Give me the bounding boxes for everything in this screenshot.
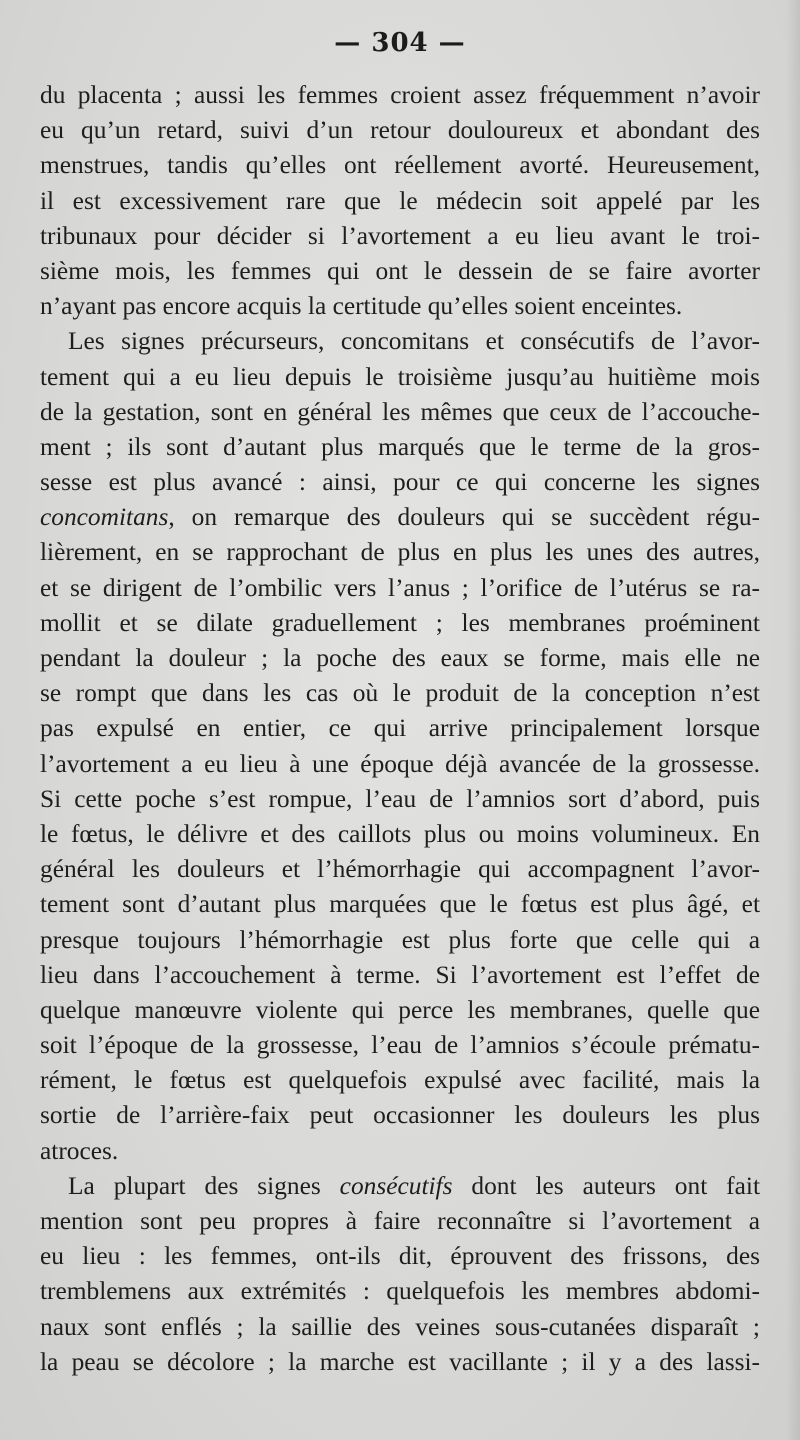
text-line [40,430,760,465]
text-segment: ment ; ils sont d’autant plus marqués que le terme de la gros- [40,432,760,461]
text-segment: quelque manœuvre violente qui perce les membranes, quelle que [40,995,760,1024]
text-line [40,852,760,887]
text-segment: tribunaux pour décider si l’avortement a eu lieu avant le troi- [40,221,760,250]
text-line [40,465,760,500]
text-line [40,254,760,289]
text-line [40,1274,760,1309]
text-line [40,887,760,922]
text-segment: Si cette poche s’est rompue, l’eau de l’amnios sort d’abord, puis [40,784,760,813]
text-line [40,184,760,219]
text-segment: il est excessivement rare que le médecin soit appelé par les [40,186,760,215]
text-segment: pas expulsé en entier, ce qui arrive principalement lorsque [40,714,760,743]
text-segment: du placenta ; aussi les femmes croient assez fréquemment n’avoir [40,81,760,109]
text-segment: l’avortement a eu lieu à une époque déjà avancée de la grossesse. [40,749,760,778]
text-segment: sesse est plus avancé : ainsi, pour ce qui concerne les signes [40,468,760,497]
text-line [40,1169,760,1204]
text-segment: presque toujours l’hémorrhagie est plus forte que celle qui a [40,925,760,954]
text-line [40,958,760,993]
text-line [40,571,760,606]
text-line [40,817,760,852]
italic-term: consécutifs [339,1171,453,1200]
text-segment: tement sont d’autant plus marquées que le fœtus est plus âgé, et [40,890,760,919]
text-line [40,1345,760,1380]
text-line [40,711,760,746]
text-line [40,993,760,1028]
text-segment: de la gestation, sont en général les mêmes que ceux de l’accouche- [40,397,760,426]
text-segment: mollit et se dilate graduellement ; les membranes proéminent [40,608,760,637]
text-segment: eu lieu : les femmes, ont-ils dit, éprouvent des frissons, des [40,1242,760,1271]
text-line [40,113,760,148]
text-line [40,148,760,183]
text-line [40,1239,760,1274]
text-segment: , on remarque des douleurs qui se succèdent régu- [168,503,760,532]
text-segment: tremblemens aux extrémités : quelquefois les membres abdomi- [40,1277,760,1306]
page-number: — 304 — [334,28,466,58]
text-line [40,324,760,359]
text-segment: la peau se décolore ; la marche est vacillante ; il y a des lassi- [40,1347,760,1376]
page-edge-shadow [786,0,800,1440]
text-line [40,676,760,711]
text-line [40,1310,760,1345]
text-segment: rément, le fœtus est quelquefois expulsé avec facilité, mais la [40,1066,760,1095]
text-segment: sième mois, les femmes qui ont le dessein de se faire avorter [40,256,760,285]
text-segment: pendant la douleur ; la poche des eaux se forme, mais elle ne [40,644,760,672]
text-segment: dont les auteurs ont fait [452,1171,760,1200]
text-line [40,395,760,430]
text-segment: soit l’époque de la grossesse, l’eau de l’amnios s’écoule prématu- [40,1031,760,1060]
text-line [40,1134,760,1169]
text-segment: lieu dans l’accouchement à terme. Si l’avortement est l’effet de [40,960,760,989]
text-line [40,747,760,782]
text-line [40,500,760,535]
text-line [40,535,760,570]
text-line [40,219,760,254]
text-line [40,606,760,641]
text-segment: naux sont enflés ; la saillie des veines sous-cutanées disparaît ; [40,1312,760,1341]
body-text [40,78,760,1380]
italic-term: concomitans [40,503,169,532]
text-segment: sortie de l’arrière-faix peut occasionner les douleurs les plus [40,1101,760,1130]
text-segment: n’ayant pas encore acquis la certitude qu’elles soient enceintes. [40,292,683,321]
text-line [40,1063,760,1098]
text-line [40,1204,760,1239]
text-segment: eu qu’un retard, suivi d’un retour douloureux et abondant des [40,116,760,145]
text-line [40,78,760,113]
text-line [40,289,760,324]
text-segment: mention sont peu propres à faire reconnaître si l’avortement a [40,1207,760,1235]
text-line [40,360,760,395]
text-segment: se rompt que dans les cas où le produit de la conception n’est [40,679,760,708]
text-line [40,641,760,676]
text-line [40,1028,760,1063]
text-segment: La plupart des signes [68,1171,340,1200]
text-segment: général les douleurs et l’hémorrhagie qui accompagnent l’avor- [40,855,760,884]
text-line [40,1098,760,1133]
text-segment: tement qui a eu lieu depuis le troisième jusqu’au huitième mois [40,362,760,391]
text-segment: le fœtus, le délivre et des caillots plus ou moins volumineux. En [40,819,760,848]
text-line [40,782,760,817]
text-segment: atroces. [40,1136,119,1165]
text-segment: Les signes précurseurs, concomitans et consécutifs de l’avor- [68,327,760,356]
text-segment: menstrues, tandis qu’elles ont réellement avorté. Heureusement, [40,151,760,180]
text-segment: lièrement, en se rapprochant de plus en plus les unes des autres, [40,538,760,567]
text-line [40,923,760,958]
text-segment: et se dirigent de l’ombilic vers l’anus ; l’orifice de l’utérus se ra- [40,573,760,602]
